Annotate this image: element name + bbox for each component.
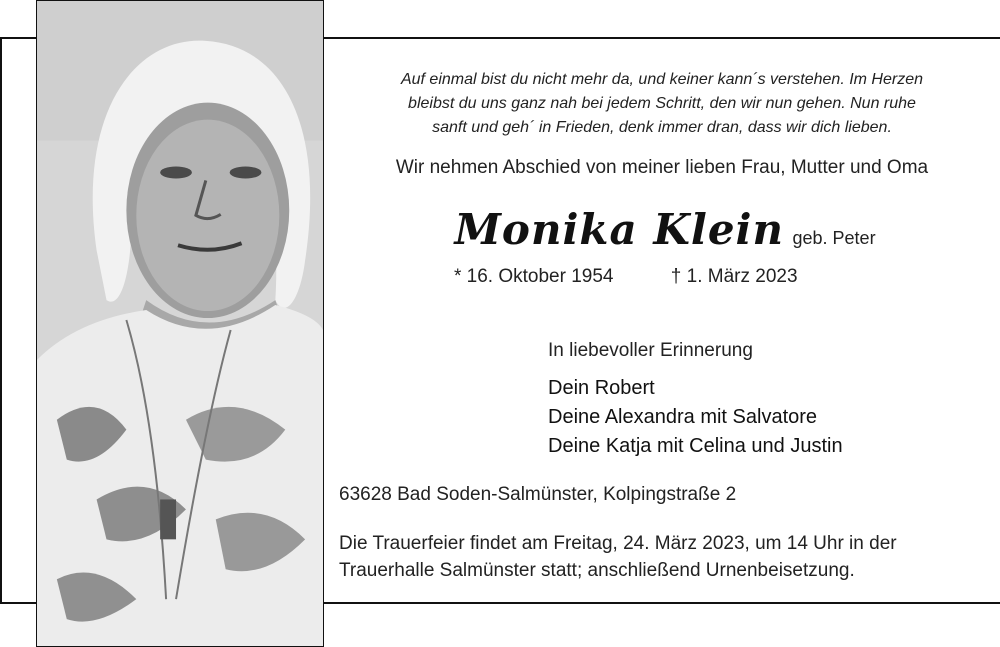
- service-line-2: Trauerhalle Salmünster statt; anschließend Urnenbeisetzung.: [339, 560, 855, 581]
- life-dates: [454, 266, 798, 288]
- death-date: † 1. März 2023: [670, 266, 798, 287]
- birth-date: * 16. Oktober 1954: [454, 266, 614, 287]
- deceased-name: Monika Klein: [454, 205, 785, 254]
- poem: [330, 68, 994, 140]
- service-info: [339, 530, 897, 584]
- mourner-line: Deine Katja mit Celina und Justin: [548, 435, 843, 457]
- birth-name: geb. Peter: [792, 228, 876, 248]
- mourner-line: Dein Robert: [548, 377, 655, 399]
- address: 63628 Bad Soden-Salmünster, Kolpingstraße 2: [339, 484, 737, 505]
- farewell-line: Wir nehmen Abschied von meiner lieben Frau, Mutter und Oma: [395, 157, 929, 178]
- portrait-photo: [36, 0, 324, 647]
- mourner-line: Deine Alexandra mit Salvatore: [548, 406, 818, 428]
- poem-line-1: Auf einmal bist du nicht mehr da, und keiner kann´s verstehen. Im Herzen: [400, 71, 924, 88]
- deceased-name-row: [330, 205, 1000, 254]
- poem-line-2: bleibst du uns ganz nah bei jedem Schritt, den wir nun gehen. Nun ruhe: [408, 95, 916, 112]
- mourners-list: [548, 374, 843, 461]
- service-line-1: Die Trauerfeier findet am Freitag, 24. März 2023, um 14 Uhr in der: [339, 533, 897, 554]
- poem-line-3: sanft und geh´ in Frieden, denk immer dran, dass wir dich lieben.: [432, 119, 892, 136]
- memory-heading: In liebevoller Erinnerung: [548, 340, 753, 361]
- obituary-content: [330, 37, 1000, 604]
